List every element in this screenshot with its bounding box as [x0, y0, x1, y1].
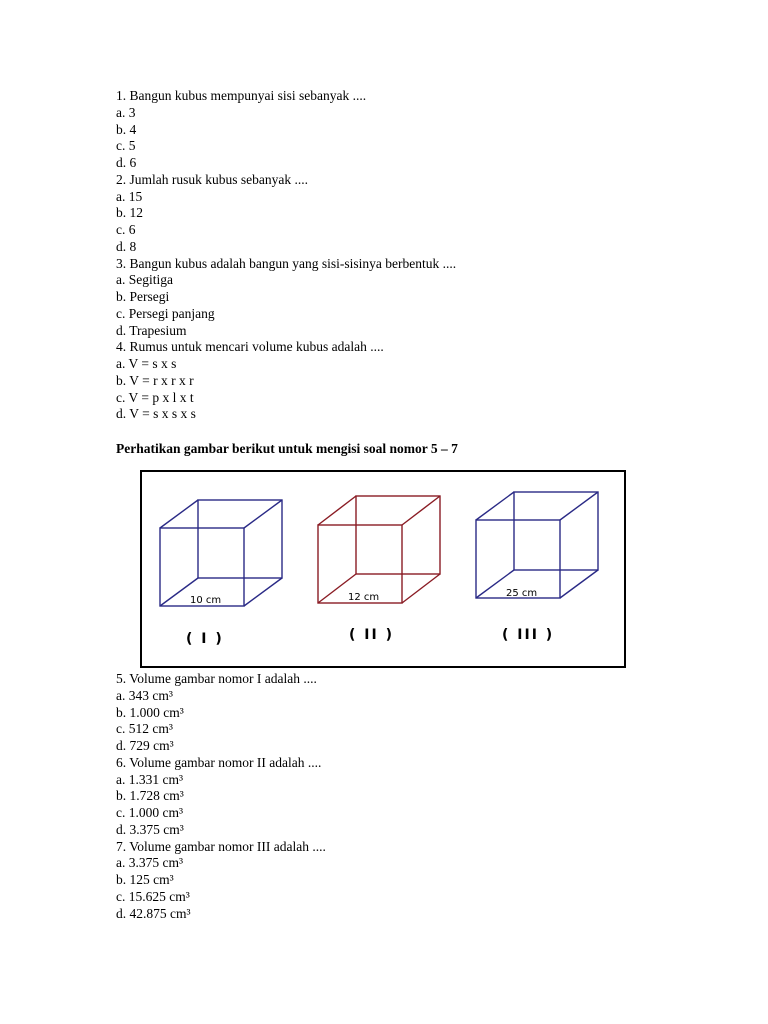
- option-2b: b. 12: [116, 205, 143, 221]
- cube-figure-svg: [142, 472, 628, 670]
- option-7d: d. 42.875 cm³: [116, 905, 191, 921]
- cube-figure: [140, 470, 626, 668]
- option-4b: b. V = r x r x r: [116, 372, 194, 388]
- cube-2-edges: [318, 496, 440, 603]
- option-3d: d. Trapesium: [116, 322, 187, 338]
- option-3b: b. Persegi: [116, 289, 170, 304]
- option-6c: c. 1.000 cm³: [116, 805, 184, 820]
- option-7b: b. 125 cm³: [116, 872, 174, 887]
- question-6: 6. Volume gambar nomor II adalah ....: [116, 754, 322, 770]
- option-3c: c. Persegi panjang: [116, 305, 215, 321]
- cube-1-label: ( I ): [186, 631, 224, 647]
- option-2d: d. 8: [116, 238, 137, 254]
- cube-2: [318, 496, 440, 643]
- cube-1-edge-label: 10 cm: [190, 595, 222, 606]
- questions-1-4: [116, 88, 736, 423]
- option-1d: d. 6: [116, 155, 137, 170]
- cube-3-label: ( III ): [502, 627, 555, 643]
- question-1: 1. Bangun kubus mempunyai sisi sebanyak ....: [116, 88, 367, 103]
- option-7a: a. 3.375 cm³: [116, 855, 184, 871]
- question-5: 5. Volume gambar nomor I adalah ....: [116, 671, 317, 686]
- option-6a: a. 1.331 cm³: [116, 771, 184, 787]
- option-4c: c. V = p x l x t: [116, 389, 194, 405]
- option-1b: b. 4: [116, 121, 137, 137]
- option-6b: b. 1.728 cm³: [116, 788, 184, 804]
- option-5c: c. 512 cm³: [116, 721, 173, 737]
- option-1c: c. 5: [116, 138, 136, 154]
- cube-2-edge-label: 12 cm: [348, 592, 380, 603]
- cube-3-edge-label: 25 cm: [506, 588, 538, 599]
- option-4d: d. V = s x s x s: [116, 406, 196, 422]
- question-2: 2. Jumlah rusuk kubus sebanyak ....: [116, 171, 308, 187]
- option-1a: a. 3: [116, 104, 136, 120]
- question-4: 4. Rumus untuk mencari volume kubus adalah ....: [116, 339, 384, 355]
- cube-2-label: ( II ): [349, 627, 394, 643]
- question-7: 7. Volume gambar nomor III adalah ....: [116, 838, 326, 854]
- option-7c: c. 15.625 cm³: [116, 888, 190, 904]
- option-6d: d. 3.375 cm³: [116, 821, 184, 837]
- option-4a: a. V = s x s: [116, 356, 177, 371]
- question-3: 3. Bangun kubus adalah bangun yang sisi-sisinya berbentuk ....: [116, 255, 457, 271]
- instruction-heading: Perhatikan gambar berikut untuk mengisi soal nomor 5 – 7: [116, 441, 458, 456]
- option-5d: d. 729 cm³: [116, 738, 174, 753]
- option-5b: b. 1.000 cm³: [116, 704, 184, 720]
- cube-1-edges: [160, 500, 282, 606]
- cube-3-edges: [476, 492, 598, 598]
- option-5a: a. 343 cm³: [116, 687, 173, 703]
- questions-5-7: [116, 671, 736, 922]
- option-2c: c. 6: [116, 222, 136, 237]
- cube-3: [476, 492, 598, 643]
- option-2a: a. 15: [116, 188, 143, 204]
- cube-1: [160, 500, 282, 647]
- option-3a: a. Segitiga: [116, 272, 173, 288]
